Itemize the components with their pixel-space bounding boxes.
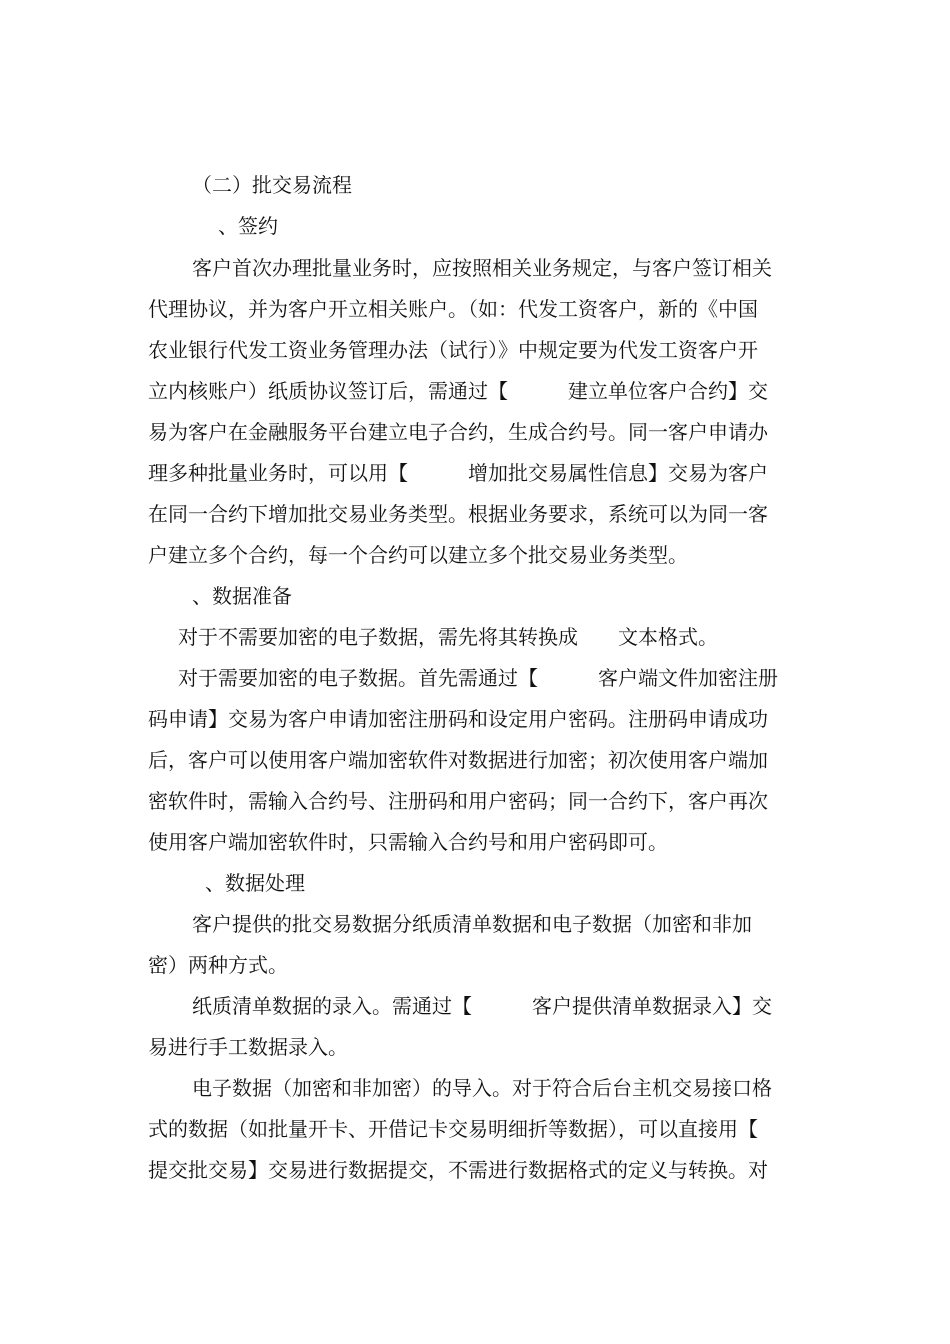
- paragraph-line: 电子数据（加密和非加密）的导入。对于符合后台主机交易接口格: [192, 1076, 772, 1100]
- paragraph-line: 对于不需要加密的电子数据，需先将其转换成 文本格式。: [178, 625, 718, 649]
- subheading-data-preparation: 、数据准备: [192, 584, 292, 608]
- paragraph-line: 理多种批量业务时，可以用【 增加批交易属性信息】交易为客户: [148, 461, 768, 485]
- paragraph-line: 客户提供的批交易数据分纸质清单数据和电子数据（加密和非加: [192, 912, 752, 936]
- paragraph-line: 易为客户在金融服务平台建立电子合约，生成合约号。同一客户申请办: [148, 420, 768, 444]
- paragraph-line: 密）两种方式。: [148, 953, 288, 977]
- paragraph-line: 代理协议，并为客户开立相关账户。（如：代发工资客户，新的《中国: [148, 297, 758, 321]
- paragraph-line: 户建立多个合约，每一个合约可以建立多个批交易业务类型。: [148, 543, 688, 567]
- paragraph-line: 在同一合约下增加批交易业务类型。根据业务要求，系统可以为同一客: [148, 502, 768, 526]
- subheading-data-processing: 、数据处理: [205, 871, 305, 895]
- paragraph-line: 后，客户可以使用客户端加密软件对数据进行加密；初次使用客户端加: [148, 748, 768, 772]
- paragraph-line: 纸质清单数据的录入。需通过【 客户提供清单数据录入】交: [192, 994, 772, 1018]
- paragraph-line: 密软件时，需输入合约号、注册码和用户密码；同一合约下，客户再次: [148, 789, 768, 813]
- paragraph-line: 码申请】交易为客户申请加密注册码和设定用户密码。注册码申请成功: [148, 707, 768, 731]
- paragraph-line: 农业银行代发工资业务管理办法（试行）》中规定要为代发工资客户开: [148, 338, 758, 362]
- section-heading: （二）批交易流程: [192, 173, 352, 197]
- paragraph-line: 立内核账户）纸质协议签订后，需通过【 建立单位客户合约】交: [148, 379, 768, 403]
- paragraph-line: 客户首次办理批量业务时，应按照相关业务规定，与客户签订相关: [192, 256, 772, 280]
- paragraph-line: 使用客户端加密软件时，只需输入合约号和用户密码即可。: [148, 830, 668, 854]
- paragraph-line: 易进行手工数据录入。: [148, 1035, 348, 1059]
- subheading-signing: 、签约: [218, 214, 278, 238]
- paragraph-line: 式的数据（如批量开卡、开借记卡交易明细折等数据），可以直接用【: [148, 1117, 758, 1141]
- paragraph-line: 对于需要加密的电子数据。首先需通过【 客户端文件加密注册: [178, 666, 778, 690]
- paragraph-line: 提交批交易】交易进行数据提交，不需进行数据格式的定义与转换。对: [148, 1158, 768, 1182]
